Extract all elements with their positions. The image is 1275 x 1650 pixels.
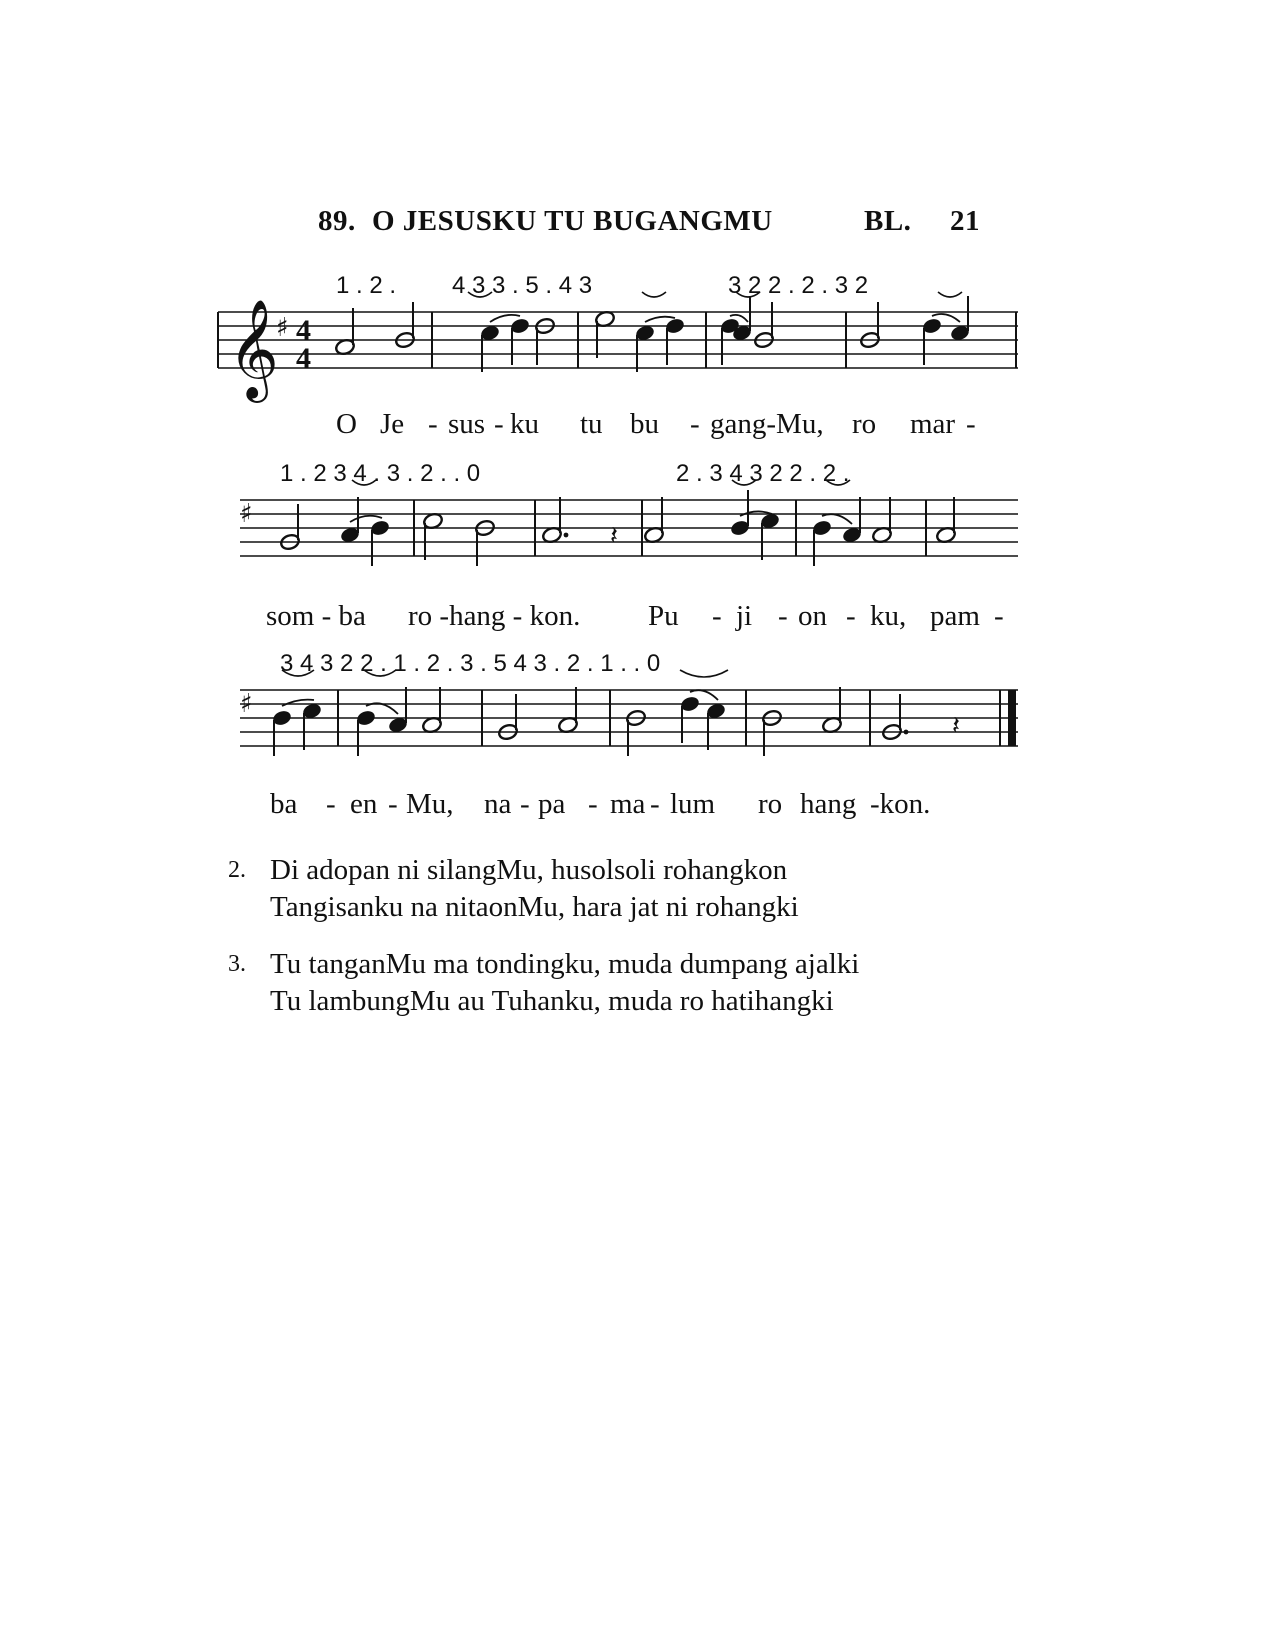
staff-system-3 <box>0 678 1275 788</box>
verse-line: Tu lambungMu au Tuhanku, muda ro hatihangki <box>270 985 834 1017</box>
lyric-syllable: ba <box>270 788 298 820</box>
hymn-reference: BL. <box>864 205 912 237</box>
lyric-syllable: bu <box>630 408 659 440</box>
verse-line: Tu tanganMu ma tondingku, muda dumpang ajalki <box>270 948 860 980</box>
cipher-group: 1 . 2 3 4 . 3 . 2 . . 0 <box>280 460 481 487</box>
lyric-syllable: ji <box>736 600 753 632</box>
lyric-syllable: ro -hang - kon. <box>408 600 581 632</box>
lyric-hyphen: - <box>494 408 504 440</box>
lyrics-system-3 <box>0 788 1275 828</box>
lyric-syllable: ma <box>610 788 646 820</box>
lyric-hyphen: - <box>650 788 660 820</box>
lyric-hyphen: - <box>588 788 598 820</box>
lyrics-system-2 <box>0 600 1275 640</box>
sharp-icon: ♯ <box>240 499 253 529</box>
lyric-syllable: sus <box>448 408 486 440</box>
hymn-ref-number: 21 <box>950 205 980 237</box>
cipher-group: 3 4 3 2 2 . 1 . 2 . 3 . 5 4 3 . 2 . 1 . . 0 <box>280 650 661 677</box>
verse-number: 2. <box>228 857 246 883</box>
lyric-syllable: tu <box>580 408 603 440</box>
hymn-title <box>0 205 1275 245</box>
staff-system-1 <box>0 300 1275 410</box>
lyric-syllable: -kon. <box>870 788 931 820</box>
lyric-hyphen: - <box>326 788 336 820</box>
lyric-syllable: Pu <box>648 600 679 632</box>
lyric-syllable: lum <box>670 788 716 820</box>
quarter-rest-icon: 𝄽 <box>610 521 618 551</box>
lyric-hyphen: - <box>846 600 856 632</box>
staff-system-2 <box>0 488 1275 598</box>
verse-number: 3. <box>228 951 246 977</box>
lyric-syllable: Je <box>380 408 405 440</box>
lyric-hyphen: - <box>712 600 722 632</box>
lyric-syllable: gang-Mu, <box>710 408 824 440</box>
sharp-icon: ♯ <box>240 689 253 719</box>
lyrics-system-1 <box>0 408 1275 448</box>
verse-line: Di adopan ni silangMu, husolsoli rohangkon <box>270 854 788 886</box>
lyric-syllable: som - ba <box>266 600 366 632</box>
lyric-hyphen: - <box>388 788 398 820</box>
lyric-hyphen: - <box>966 408 976 440</box>
lyric-hyphen: - <box>428 408 438 440</box>
lyric-syllable: Mu, <box>406 788 454 820</box>
lyric-syllable: pam <box>930 600 980 632</box>
time-signature-top: 4 <box>296 314 311 347</box>
time-signature-bottom: 4 <box>296 342 311 375</box>
lyric-hyphen: - <box>690 408 700 440</box>
cipher-group: 1 . 2 . <box>336 272 397 299</box>
hymn-title-text: O JESUSKU TU BUGANGMU <box>372 205 773 237</box>
lyric-syllable: hang <box>800 788 857 820</box>
lyric-syllable: ro <box>758 788 783 820</box>
lyric-hyphen: - <box>520 788 530 820</box>
lyric-syllable: mar <box>910 408 956 440</box>
lyric-syllable: on <box>798 600 827 632</box>
lyric-hyphen: - <box>994 600 1004 632</box>
lyric-hyphen: - <box>778 600 788 632</box>
treble-clef-icon: 𝄞 <box>228 299 279 399</box>
cipher-group: 4 3 3 . 5 . 4 3 <box>452 272 593 299</box>
lyric-syllable: ku, <box>870 600 907 632</box>
lyric-syllable: en <box>350 788 378 820</box>
lyric-syllable: O <box>336 408 357 440</box>
quarter-rest-icon: 𝄽 <box>952 711 960 741</box>
lyric-syllable: na <box>484 788 512 820</box>
lyric-syllable: ro <box>852 408 877 440</box>
hymn-number: 89. <box>318 205 356 237</box>
lyric-syllable: pa <box>538 788 566 820</box>
cipher-group: 2 . 3 4 3 2 2 . 2 . <box>676 460 850 487</box>
cipher-group: 3 2 2 . 2 . 3 2 <box>728 272 869 299</box>
lyric-syllable: ku <box>510 408 539 440</box>
verse-line: Tangisanku na nitaonMu, hara jat ni rohangki <box>270 891 799 923</box>
sharp-icon: ♯ <box>276 313 289 343</box>
